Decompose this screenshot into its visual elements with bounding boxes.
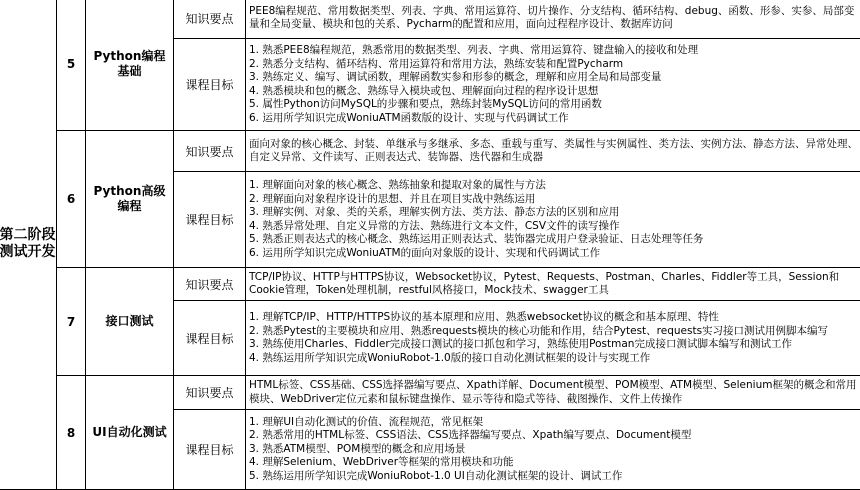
goal-item: 2. 理解面向对象程序设计的思想、并且在项目实战中熟练运用 <box>249 193 859 207</box>
goal-item: 6. 运用所学知识完成WoniuATM的面向对象版的设计、实现和代码调试工作 <box>249 247 859 261</box>
module-row-knowledge <box>0 268 860 301</box>
module-number: 7 <box>57 268 86 376</box>
module-name: 接口测试 <box>86 268 174 376</box>
module-name: Python高级编程 <box>86 131 174 268</box>
goal-item: 3. 理解实例、对象、类的关系，理解实例方法、类方法、静态方法的区别和应用 <box>249 206 859 220</box>
course-goals <box>246 301 860 376</box>
module-name: UI自动化测试 <box>86 376 174 490</box>
goal-item: 5. 熟悉正则表达式的核心概念、熟练运用正则表达式、装饰器完成用户登录验证、日志处理等任务 <box>249 233 859 247</box>
goal-item: 2. 熟悉常用的HTML标签、CSS语法、CSS选择器编写要点、Xpath编写要点、Document模型 <box>249 429 859 443</box>
goal-item: 1. 理解UI自动化测试的价值、流程规范，常见框架 <box>249 416 859 430</box>
goal-item: 5. 熟练运用所学知识完成WoniuRobot-1.0 UI自动化测试框架的设计、调试工作 <box>249 470 859 484</box>
goals-label: 课程目标 <box>174 301 246 376</box>
stage-label: 第二阶段测试开发 <box>0 227 56 260</box>
knowledge-label: 知识要点 <box>174 376 246 410</box>
module-number: 5 <box>57 0 86 131</box>
goal-item: 4. 熟悉模块和包的概念、熟练导入模块或包、理解面向过程的程序设计思想 <box>249 85 859 99</box>
goal-item: 1. 熟悉PEE8编程规范，熟悉常用的数据类型、列表、字典、常用运算符、键盘输入的接收和处理 <box>249 44 859 58</box>
goal-item: 4. 熟练运用所学知识完成WoniuRobot-1.0版的接口自动化测试框架的设计与实现工作 <box>249 352 859 366</box>
goal-item: 1. 理解面向对象的核心概念、熟练抽象和提取对象的属性与方法 <box>249 179 859 193</box>
goal-item: 1. 理解TCP/IP、HTTP/HTTPS协议的基本原理和应用、熟悉websocket协议的概念和基本原理、特性 <box>249 311 859 325</box>
goal-item: 5. 属性Python访问MySQL的步骤和要点，熟练封装MySQL访问的常用函数 <box>249 98 859 112</box>
goals-label: 课程目标 <box>174 172 246 268</box>
knowledge-label: 知识要点 <box>174 0 246 39</box>
module-row-knowledge <box>0 376 860 410</box>
goals-label: 课程目标 <box>174 39 246 131</box>
goal-item: 2. 熟悉分支结构、循环结构、常用运算符和常用方法，熟练安装和配置Pycharm <box>249 58 859 72</box>
knowledge-points: HTML标签、CSS基础、CSS选择器编写要点、Xpath详解、Document模型、POM模型、ATM模型、Selenium框架的概念和常用模块、WebDriver定位元素和鼠标键盘操作、显示等待和隐式等待、截图操作、文件上传操作 <box>246 376 860 410</box>
module-row-knowledge <box>0 131 860 172</box>
goal-item: 4. 熟悉异常处理、自定义异常的方法、熟练进行文本文件，CSV文件的读写操作 <box>249 220 859 234</box>
goal-item: 3. 熟练定义、编写、调试函数，理解函数实参和形参的概念，理解和应用全局和局部变量 <box>249 71 859 85</box>
knowledge-label: 知识要点 <box>174 268 246 301</box>
knowledge-points: TCP/IP协议、HTTP与HTTPS协议，Websocket协议，Pytest、Requests、Postman、Charles、Fiddler等工具，Session和Cookie管理，Token处理机制，restful风格接口，Mock技术、swagger工具 <box>246 268 860 301</box>
stage-title <box>0 0 57 490</box>
goal-item: 3. 熟练使用Charles、Fiddler完成接口测试的接口抓包和学习，熟练使用Postman完成接口测试脚本编写和测试工作 <box>249 338 859 352</box>
knowledge-label: 知识要点 <box>174 131 246 172</box>
goal-item: 6. 运用所学知识完成WoniuATM函数版的设计、实现与代码调试工作 <box>249 112 859 126</box>
course-goals <box>246 410 860 490</box>
goals-label: 课程目标 <box>174 410 246 490</box>
knowledge-points: PEE8编程规范、常用数据类型、列表、字典、常用运算符、切片操作、分支结构、循环结构、debug、函数、形参、实参、局部变量和全局变量、模块和包的关系、Pycharm的配置和应用，面向过程程序设计、数据库访问 <box>246 0 860 39</box>
module-row-knowledge <box>0 0 860 39</box>
goal-item: 3. 熟悉ATM模型、POM模型的概念和应用场景 <box>249 443 859 457</box>
module-number: 8 <box>57 376 86 490</box>
goal-item: 2. 熟悉Pytest的主要模块和应用、熟悉requests模块的核心功能和作用，结合Pytest、requests实习接口测试用例脚本编写 <box>249 325 859 339</box>
knowledge-points: 面向对象的核心概念、封装、单继承与多继承、多态、重载与重写、类属性与实例属性、类方法、实例方法、静态方法、异常处理、自定义异常、文件读写、正则表达式、装饰器、迭代器和生成器 <box>246 131 860 172</box>
course-goals <box>246 172 860 268</box>
module-name: Python编程基础 <box>86 0 174 131</box>
course-goals <box>246 39 860 131</box>
module-number: 6 <box>57 131 86 268</box>
goal-item: 4. 理解Selenium、WebDriver等框架的常用模块和功能 <box>249 456 859 470</box>
